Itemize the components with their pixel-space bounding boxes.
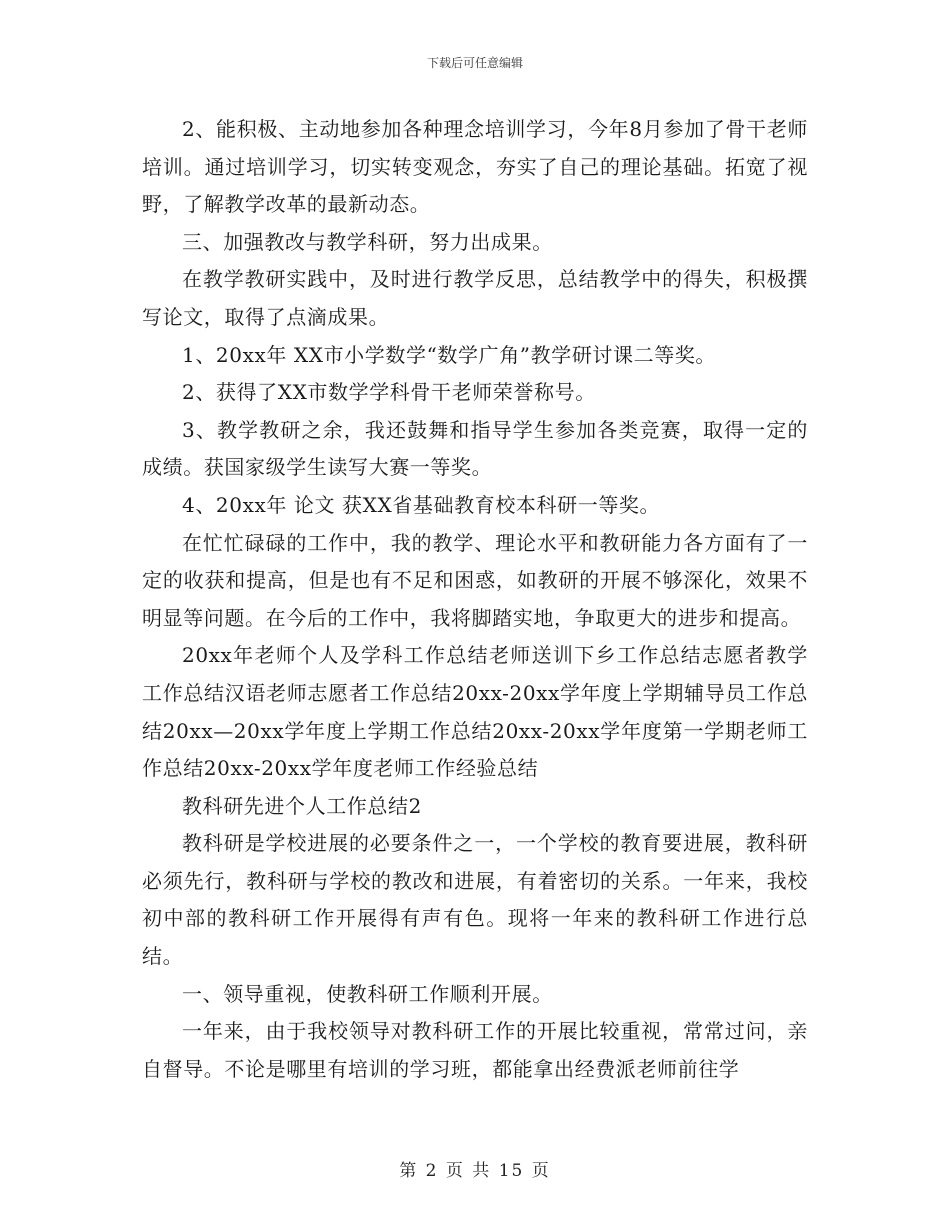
paragraph-related-titles: 20xx年老师个人及学科工作总结老师送训下乡工作总结志愿者教学工作总结汉语老师志愿者工作总结20xx-20xx学年度上学期辅导员工作总结20xx—20xx学年度上学期工作总结20xx-20xx学年度第一学期老师工作总结20xx-20xx学年度老师工作经验总结 <box>142 643 808 781</box>
section-heading-leadership: 一、领导重视，使教科研工作顺利开展。 <box>182 981 553 1006</box>
section-title-summary-2: 教科研先进个人工作总结2 <box>182 793 422 818</box>
page-number: 第 2 页 共 15 页 <box>399 1161 551 1181</box>
section-heading-research: 三、加强教改与教学科研，努力出成果。 <box>182 229 553 254</box>
paragraph-intro: 教科研是学校进展的必要条件之一，一个学校的教育要进展，教科研必须先行，教科研与学校的教改和进展，有着密切的关系。一年来，我校初中部的教科研工作开展得有声有色。现将一年来的教科研工作进行总结。 <box>142 831 808 969</box>
paragraph-leadership: 一年来，由于我校领导对教科研工作的开展比较重视，常常过问，亲自督导。不论是哪里有培训的学习班，都能拿出经费派老师前往学 <box>142 1019 808 1081</box>
paragraph-training: 2、能积极、主动地参加各种理念培训学习，今年8月参加了骨干老师培训。通过培训学习，切实转变观念，夯实了自己的理论基础。拓宽了视野，了解教学改革的最新动态。 <box>142 117 808 217</box>
page-header-note: 下载后可任意编辑 <box>426 56 523 70</box>
paragraph-conclusion: 在忙忙碌碌的工作中，我的教学、理论水平和教研能力各方面有了一定的收获和提高，但是也有不足和困惑，如教研的开展不够深化，效果不明显等问题。在今后的工作中，我将脚踏实地，争取更大的进步和提高。 <box>142 530 808 630</box>
achievement-item-4: 4、20xx年 论文 获XX省基础教育校本科研一等奖。 <box>182 492 661 517</box>
achievement-item-2: 2、获得了XX市数学学科骨干老师荣誉称号。 <box>182 380 596 405</box>
paragraph-reflection: 在教学教研实践中，及时进行教学反思，总结教学中的得失，积极撰写论文，取得了点滴成果。 <box>142 267 808 329</box>
achievement-item-1: 1、20xx年 XX市小学数学“数学广角”教学研讨课二等奖。 <box>182 342 717 367</box>
achievement-item-3: 3、教学教研之余，我还鼓舞和指导学生参加各类竞赛，取得一定的成绩。获国家级学生读写大赛一等奖。 <box>142 417 808 480</box>
document-body <box>142 111 808 1088</box>
